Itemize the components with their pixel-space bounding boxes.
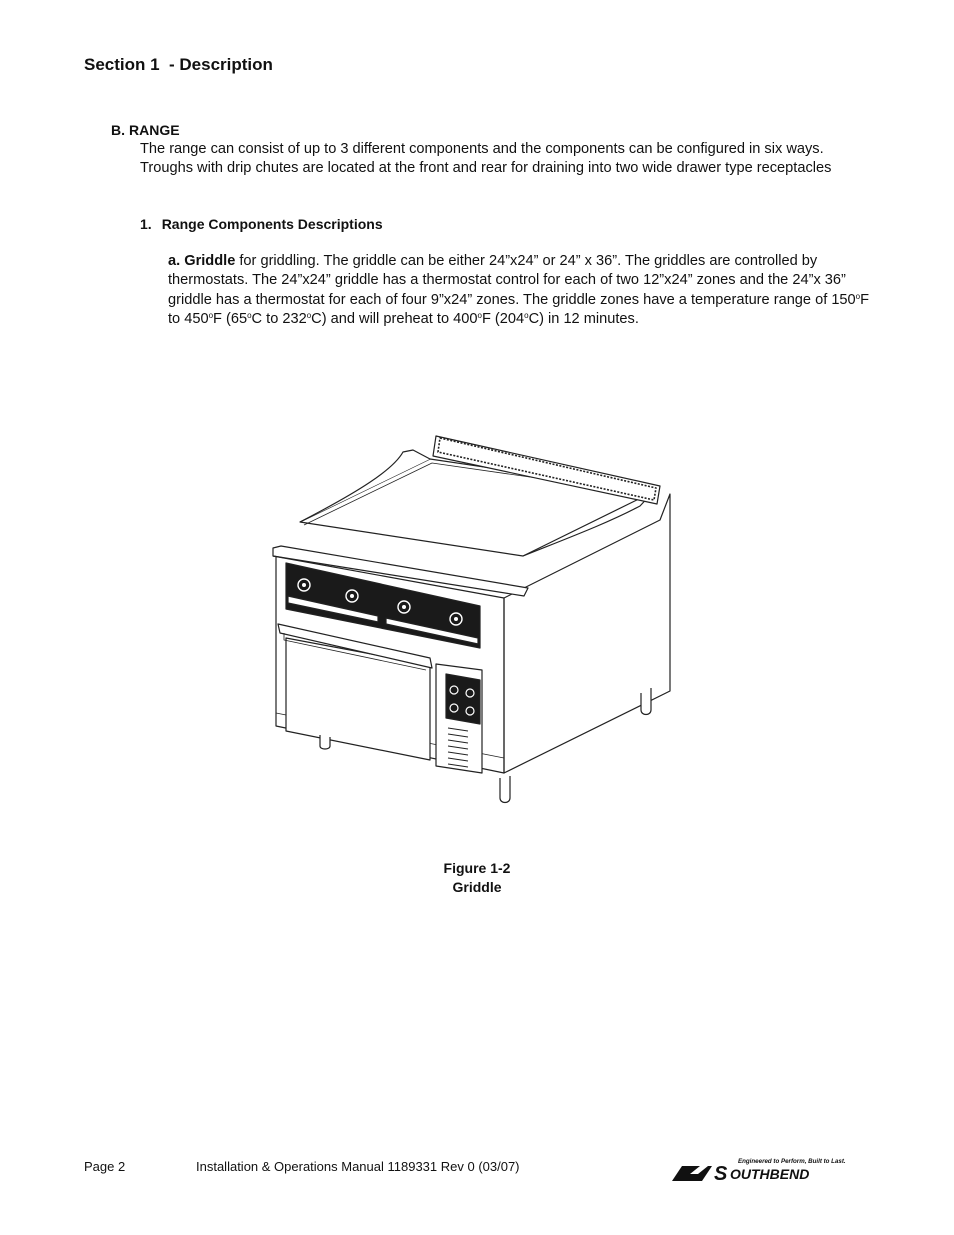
southbend-logo — [668, 1156, 872, 1182]
logo-wordmark: OUTHBEND — [730, 1166, 810, 1182]
range-heading-text: RANGE — [129, 122, 180, 138]
range-description: The range can consist of up to 3 different components and the components can be configured in six ways. Troughs with drip chutes are located at the front and rear for draining into two wide drawer type receptacles — [140, 141, 832, 177]
oven-control-panel — [446, 674, 480, 724]
degree-sign: o — [524, 310, 529, 320]
page-number: Page 2 — [84, 1159, 126, 1174]
figure-number: Figure 1-2 — [443, 860, 511, 876]
degree-sign: o — [855, 291, 861, 301]
griddle-description: a. Griddle for griddling. The griddle can be either 24”x24” or 24” x 36”. The griddles are controlled by thermostats. The 24”x24” griddle has a thermostat control for each of two 12”x24” zones and the 24”x 36” griddle has a thermostat for each of four 9”x24” zones. The griddle zones have a temperature range of 150$^o$F to 450$^o$F (65$^o$C to 232$^o$C) and will preheat to 400$^o$F (204$^o$C) in 12 minutes. — [168, 253, 870, 327]
range-letter: B. — [111, 122, 125, 138]
section-title: Section 1 - Description — [84, 55, 273, 74]
griddle-lead: a. Griddle — [168, 253, 236, 269]
degree-sign: o — [208, 310, 214, 320]
griddle-range-illustration — [268, 428, 678, 808]
components-number: 1. — [140, 216, 152, 232]
logo-tagline: Engineered to Perform, Built to Last. — [738, 1158, 846, 1165]
figure-title: Griddle — [452, 879, 502, 895]
degree-sign: o — [477, 310, 482, 320]
degree-sign: o — [247, 310, 252, 320]
manual-title: Installation & Operations Manual 1189331 Rev 0 (03/07) — [196, 1159, 520, 1174]
range-heading — [111, 122, 180, 138]
components-heading — [140, 216, 383, 232]
logo-initial: S — [714, 1163, 728, 1182]
components-heading-text: Range Components Descriptions — [161, 216, 383, 232]
degree-sign: o — [306, 310, 312, 320]
figure-caption — [0, 859, 954, 897]
